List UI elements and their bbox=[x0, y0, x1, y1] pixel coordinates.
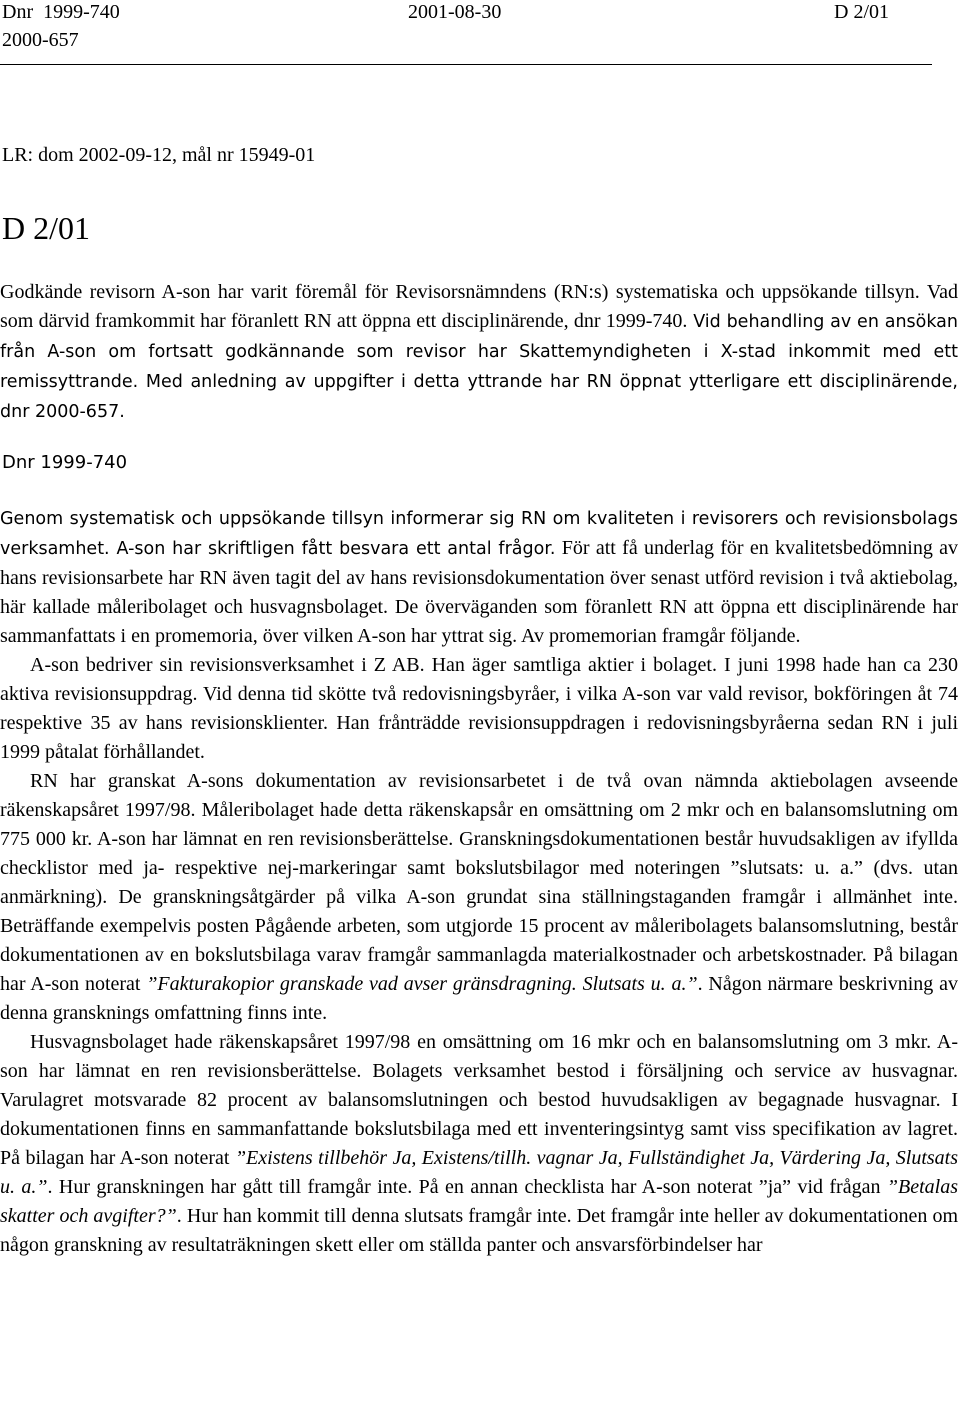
intro-sans-text: Vid behandling av en ansökan från A-son om fortsatt godkännande som revisor har Skattemyndigheten i X-stad inkommit med ett remissyttrande. Med anledning av uppgifter i detta yttrande har RN öppnat ytterligare ett disciplinärende, dnr 2000-657. bbox=[0, 312, 958, 422]
paragraph-4-quote-2: ”Betalas skatter och avgifter?” bbox=[0, 1176, 959, 1227]
intro-paragraph bbox=[0, 278, 958, 427]
intro-serif-text: Godkände revisorn A-son har varit föremål för Revisorsnämndens (RN:s) systematiska och uppsökande tillsyn. Vad som därvid framkommit har föranlett RN att öppna ett disciplinärende, dnr 1999-740. bbox=[0, 281, 958, 332]
paragraph-4-text-a: Husvagnsbolaget hade räkenskapsåret 1997/98 en omsättning om 16 mkr och en balansomslutning om 3 mkr. A-son har lämnat en ren revisionsberättelse. Bolagets verksamhet bestod i försäljning och service av husvagnar. Varulagret motsvarade 82 procent av balansomslutningen och bestod huvudsakligen av begagnade husvagnar. I dokumentationen finns en sammanfattande bokslutsbilaga med ett inventeringsintyg samt viss specifikation av lagret. På bilagan har A-son noterat bbox=[0, 1031, 958, 1169]
header-dnr-line2: 2000-657 bbox=[2, 29, 79, 51]
document-header bbox=[0, 0, 932, 64]
paragraph-3-text-b: . Någon närmare beskrivning av denna gransknings omfattning finns inte. bbox=[0, 973, 959, 1024]
paragraph-3-quote: ”Fakturakopior granskade vad avser gränsdragning. Slutsats u. a.” bbox=[146, 973, 698, 995]
court-ruling-line: LR: dom 2002-09-12, mål nr 15949-01 bbox=[2, 144, 316, 166]
paragraph-4-text-b: . Hur granskningen har gått till framgår inte. På en annan checklista har A-son noterat ”ja” vid frågan bbox=[47, 1176, 887, 1198]
header-dnr bbox=[2, 0, 120, 54]
paragraph-1-serif: För att få underlag för en kvalitetsbedömning av hans revisionsarbete har RN även tagit del av hans revisionsdokumentation över senast utförd revision i två aktiebolag, här kallade måleribolaget och husvagnsbolaget. De överväganden som föranlett RN att öppna ett disciplinärende har sammanfattats i en promemoria, över vilken A-son har yttrat sig. Av promemorian framgår följande. bbox=[0, 537, 958, 647]
paragraph-1-sans: Genom systematisk och uppsökande tillsyn informerar sig RN om kvaliteten i revisorers och revisionsbolags verksamhet. A-son har skriftligen fått besvara ett antal frågor. bbox=[0, 509, 958, 559]
header-reference: D 2/01 bbox=[834, 1, 889, 23]
section-heading: Dnr 1999-740 bbox=[2, 452, 128, 473]
paragraph-1 bbox=[0, 504, 958, 651]
paragraph-4-quote-1: ”Existens tillbehör Ja, Existens/tillh. vagnar Ja, Fullständighet Ja, Värdering Ja, Slutsats u. a.” bbox=[0, 1147, 958, 1198]
paragraph-3-text-a: RN har granskat A-sons dokumentation av revisionsarbetet i de två ovan nämnda aktiebolagen avseende räkenskapsåret 1997/98. Måleribolaget hade detta räkenskapsår en omsättning om 2 mkr och en balansomslutning om 775 000 kr. A-son har lämnat en ren revisionsberättelse. Granskningsdokumentationen består huvudsakligen av ifyllda checklistor med ja- respektive nej-markeringar samt bokslutsbilagor med noteringen ”slutsats: u. a.” (dvs. utan anmärkning). De granskningsåtgärder på vilka A-son grundat sina ställningstaganden framgår i allmänhet inte. Beträffande exempelvis posten Pågående arbeten, som utgjorde 15 procent av måleribolagets balansomslutning, består dokumentationen av en bokslutsbilaga varav framgår sammanlagda materialkostnader och arbetskostnader. På bilagan har A-son noterat bbox=[0, 770, 958, 995]
paragraph-4 bbox=[0, 1028, 958, 1260]
paragraph-4-text-c: . Hur han kommit till denna slutsats framgår inte. Det framgår inte heller av dokumentationen om någon granskning av resultaträkningen skett eller om ställda panter och ansvarsförbindelser har bbox=[0, 1205, 959, 1256]
header-rule bbox=[0, 64, 932, 65]
paragraph-2: A-son bedriver sin revisionsverksamhet i Z AB. Han äger samtliga aktier i bolaget. I juni 1998 hade han ca 230 aktiva revisionsuppdrag. Vid denna tid skötte två redovisningsbyråer, i vilka A-son var vald revisor, bokföringen åt 74 respektive 35 av hans revisionsklienter. Han frånträdde revisionsuppdragen i redovisningsbyråerna sedan RN i juli 1999 påtalat förhållandet. bbox=[0, 654, 958, 763]
page-title: D 2/01 bbox=[2, 210, 90, 246]
main-body bbox=[0, 504, 958, 1260]
header-dnr-line1: Dnr 1999-740 bbox=[2, 1, 120, 23]
header-date: 2001-08-30 bbox=[408, 1, 502, 23]
paragraph-3 bbox=[0, 767, 958, 1028]
